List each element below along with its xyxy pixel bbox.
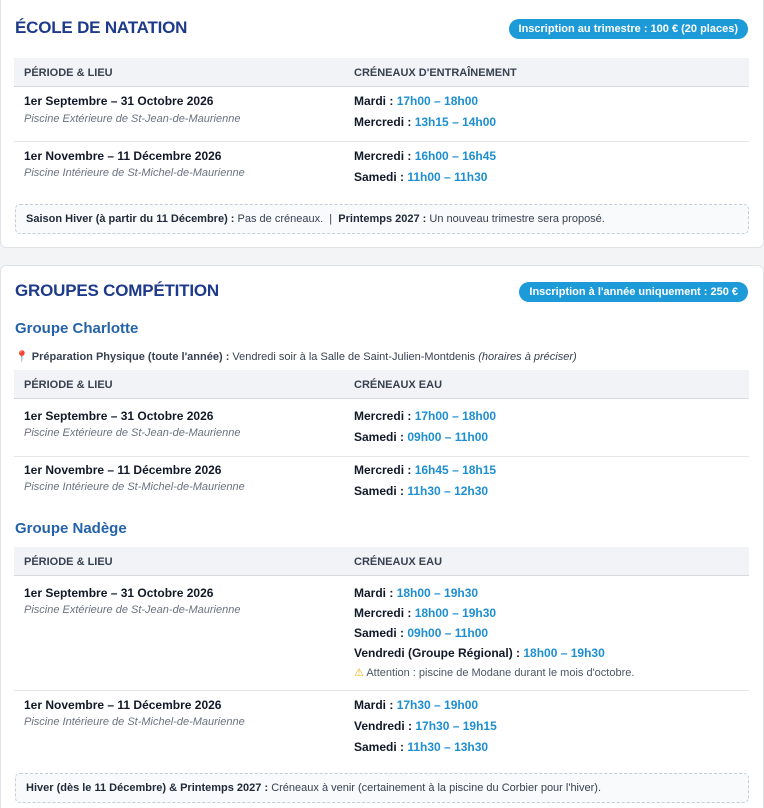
competition-price-badge: Inscription à l'année uniquement : 250 € — [519, 282, 748, 302]
row-place: Piscine Extérieure de St-Jean-de-Maurienne — [24, 427, 241, 439]
header-slots: CRÉNEAUX EAU — [354, 379, 443, 391]
slot: Mardi : 18h00 – 19h30 — [354, 586, 479, 600]
competition-card — [0, 265, 764, 808]
row-place: Piscine Extérieure de St-Jean-de-Maurienne — [24, 113, 241, 125]
header-period: PÉRIODE & LIEU — [24, 67, 113, 79]
slot: Samedi : 09h00 – 11h00 — [354, 626, 489, 640]
slot: Mardi : 17h00 – 18h00 — [354, 94, 479, 108]
row-divider — [14, 690, 749, 691]
ecole-card — [0, 0, 764, 248]
slot: Vendredi (Groupe Régional) : 18h00 – 19h30 — [354, 646, 605, 660]
row-dates: 1er Novembre – 11 Décembre 2026 — [24, 149, 222, 163]
slot: Samedi : 11h00 – 11h30 — [354, 170, 488, 184]
group-charlotte-title: Groupe Charlotte — [15, 320, 139, 337]
row-dates: 1er Septembre – 31 Octobre 2026 — [24, 409, 214, 423]
ecole-note: Saison Hiver (à partir du 11 Décembre) : Pas de créneaux. | Printemps 2027 : Un nouveau trimestre sera proposé. — [15, 204, 749, 234]
row-divider — [14, 141, 749, 142]
ecole-title: ÉCOLE DE NATATION — [15, 18, 188, 37]
slot: Mercredi : 17h00 – 18h00 — [354, 409, 497, 423]
row-dates: 1er Septembre – 31 Octobre 2026 — [24, 94, 214, 108]
competition-note: Hiver (dès le 11 Décembre) & Printemps 2027 : Créneaux à venir (certainement à la piscine du Corbier pour l'hiver). — [15, 773, 749, 803]
slot: Mercredi : 16h45 – 18h15 — [354, 463, 497, 477]
row-place: Piscine Intérieure de St-Michel-de-Maurienne — [24, 167, 245, 179]
slot: Samedi : 11h30 – 12h30 — [354, 484, 489, 498]
pin-icon: 📍 — [15, 351, 29, 363]
charlotte-table-header — [14, 370, 749, 399]
row-place: Piscine Intérieure de St-Michel-de-Maurienne — [24, 481, 245, 493]
header-slots: CRÉNEAUX D'ENTRAÎNEMENT — [354, 67, 517, 79]
slot: Mercredi : 13h15 – 14h00 — [354, 115, 497, 129]
slot: Samedi : 09h00 – 11h00 — [354, 430, 489, 444]
row-dates: 1er Septembre – 31 Octobre 2026 — [24, 586, 214, 600]
header-period: PÉRIODE & LIEU — [24, 379, 113, 391]
group-nadege-title: Groupe Nadège — [15, 520, 127, 537]
header-slots: CRÉNEAUX EAU — [354, 556, 443, 568]
warning-icon: ⚠ — [354, 667, 364, 679]
row-divider — [14, 456, 749, 457]
row-dates: 1er Novembre – 11 Décembre 2026 — [24, 463, 222, 477]
charlotte-prep-info: 📍 Préparation Physique (toute l'année) : Vendredi soir à la Salle de Saint-Julien-Montdenis (horaires à préciser) — [15, 351, 577, 363]
header-period: PÉRIODE & LIEU — [24, 556, 113, 568]
ecole-price-badge: Inscription au trimestre : 100 € (20 places) — [509, 19, 748, 39]
slot: Samedi : 11h30 – 13h30 — [354, 740, 489, 754]
modane-warning: ⚠ Attention : piscine de Modane durant le mois d'octobre. — [354, 667, 635, 679]
ecole-table-header — [14, 58, 749, 87]
slot: Mercredi : 18h00 – 19h30 — [354, 606, 497, 620]
slot: Mercredi : 16h00 – 16h45 — [354, 149, 497, 163]
row-place: Piscine Intérieure de St-Michel-de-Maurienne — [24, 716, 245, 728]
row-dates: 1er Novembre – 11 Décembre 2026 — [24, 698, 222, 712]
competition-title: GROUPES COMPÉTITION — [15, 281, 219, 300]
row-place: Piscine Extérieure de St-Jean-de-Maurienne — [24, 604, 241, 616]
nadege-table-header — [14, 547, 749, 576]
slot: Mardi : 17h30 – 19h00 — [354, 698, 479, 712]
slot: Vendredi : 17h30 – 19h15 — [354, 719, 497, 733]
